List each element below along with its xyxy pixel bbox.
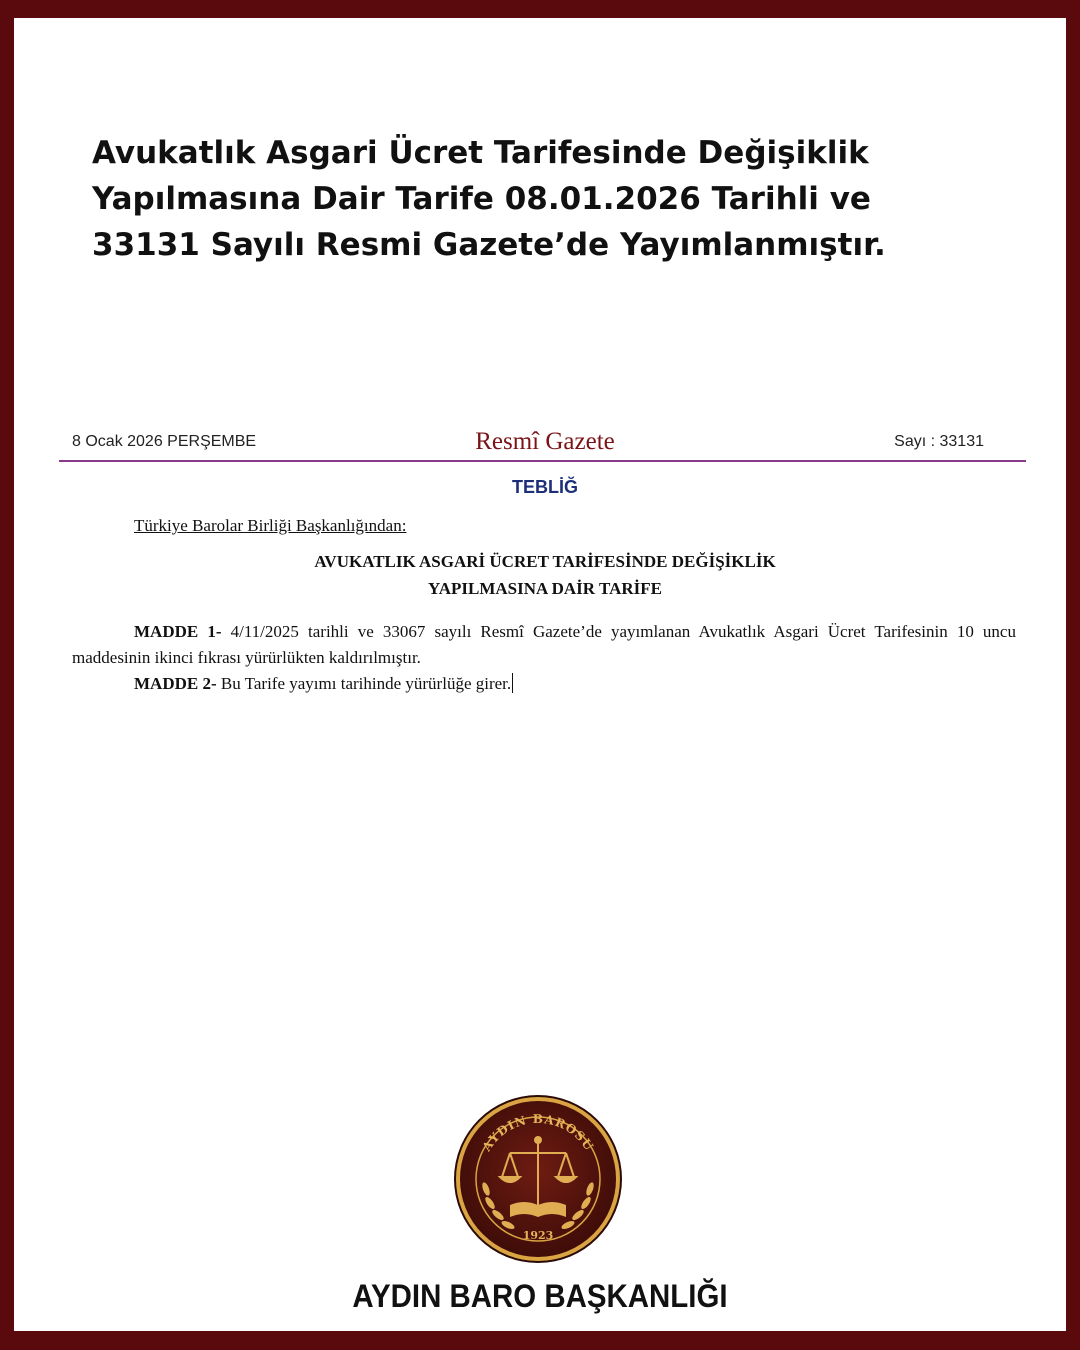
gazette-divider <box>59 460 1026 462</box>
document-title-line-1: AVUKATLIK ASGARİ ÜCRET TARİFESİNDE DEĞİŞİKLİK <box>314 552 776 571</box>
section-heading: TEBLİĞ <box>512 477 578 497</box>
logo-year: 1923 <box>522 1229 554 1242</box>
headline: Avukatlık Asgari Ücret Tarifesinde Değişiklik Yapılmasına Dair Tarife 08.01.2026 Tarihli ve 33131 Sayılı Resmi Gazete’de Yayımlanmıştır. <box>92 135 886 263</box>
article-2-text: Bu Tarife yayımı tarihinde yürürlüğe girer. <box>216 674 512 693</box>
logo-arc-text: AYDIN BAROSU <box>479 1111 597 1154</box>
document-title-line-2: YAPILMASINA DAİR TARİFE <box>428 579 662 598</box>
document-title <box>14 548 1076 602</box>
article-1 <box>72 619 1016 671</box>
bar-association-logo <box>452 1093 624 1265</box>
text-cursor <box>512 673 513 693</box>
gazette-title: Resmî Gazete <box>475 428 615 455</box>
footer-title: AYDIN BARO BAŞKANLIĞI <box>352 1278 728 1314</box>
article-2-label: MADDE 2- <box>134 674 217 693</box>
article-1-text: 4/11/2025 tarihli ve 33067 sayılı Resmî Gazete’de yayımlanan Avukatlık Asgari Ücret Tarifesinin 10 uncu maddesinin ikinci fıkrası yürürlükten kaldırılmıştır. <box>72 622 1016 667</box>
gazette-issue: Sayı : 33131 <box>894 433 984 450</box>
issuer-line: Türkiye Barolar Birliği Başkanlığından: <box>134 516 407 535</box>
article-1-label: MADDE 1- <box>134 622 222 641</box>
gazette-date: 8 Ocak 2026 PERŞEMBE <box>72 433 257 450</box>
article-2 <box>72 671 1016 697</box>
